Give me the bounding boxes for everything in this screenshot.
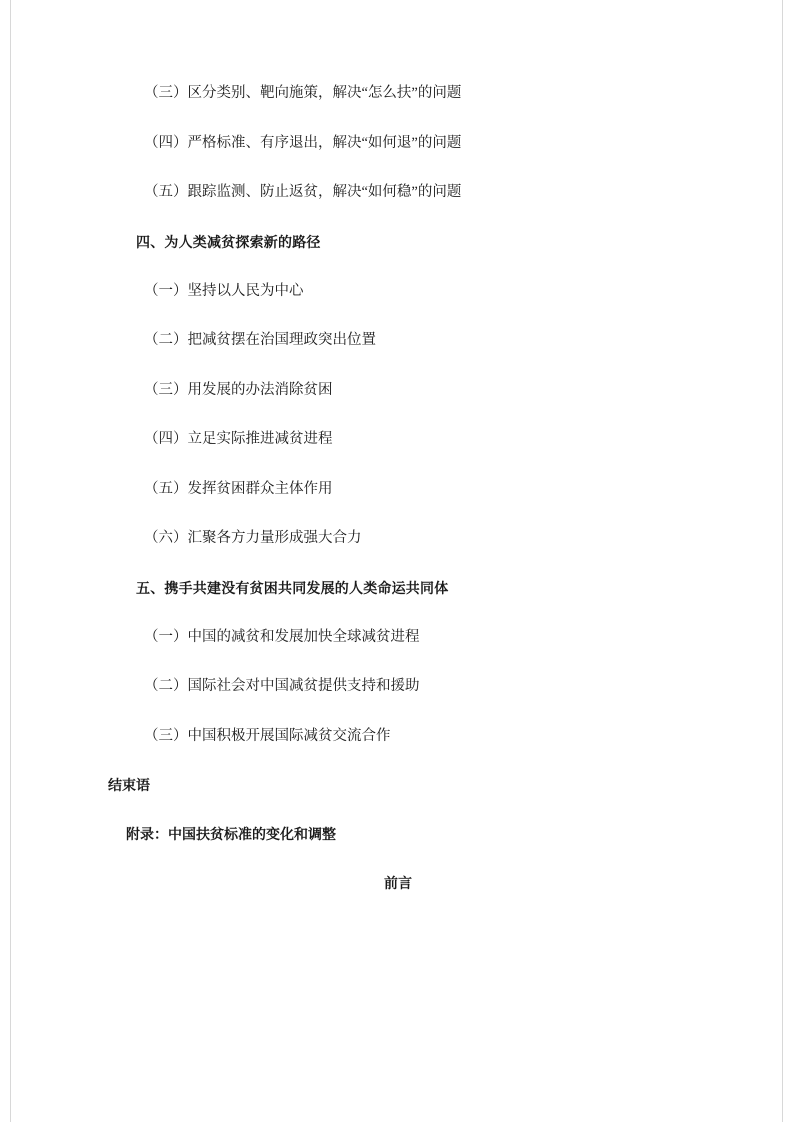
toc-appendix: 附录：中国扶贫标准的变化和调整 — [126, 826, 336, 842]
document-body — [108, 86, 688, 890]
toc-heading: 五、携手共建没有贫困共同发展的人类命运共同体 — [136, 579, 449, 596]
toc-entry: （三）中国积极开展国际减贫交流合作 — [144, 727, 391, 744]
toc-entry: （六）汇聚各方力量形成强大合力 — [144, 530, 362, 546]
preface-title: 前言 — [384, 875, 412, 891]
toc-entry: （一）坚持以人民为中心 — [144, 282, 304, 299]
toc-entry: （二）把减贫摆在治国理政突出位置 — [144, 332, 376, 348]
page-border-left — [10, 0, 11, 1122]
toc-entry: （五）跟踪监测、防止返贫，解决“如何稳”的问题 — [144, 184, 462, 200]
toc-entry: （三）区分类别、靶向施策，解决“怎么扶”的问题 — [144, 85, 462, 101]
toc-entry: （三）用发展的办法消除贫困 — [144, 381, 333, 398]
toc-entry: （一）中国的减贫和发展加快全球减贫进程 — [144, 628, 420, 645]
toc-entry: （四）立足实际推进减贫进程 — [144, 431, 333, 447]
toc-section-label: 结束语 — [108, 777, 150, 793]
toc-entry: （五）发挥贫困群众主体作用 — [144, 480, 333, 497]
toc-entry: （二）国际社会对中国减贫提供支持和援助 — [144, 678, 420, 694]
toc-entry: （四）严格标准、有序退出，解决“如何退”的问题 — [144, 134, 462, 151]
page-border-right — [782, 0, 783, 1122]
toc-heading: 四、为人类减贫探索新的路径 — [136, 233, 321, 250]
